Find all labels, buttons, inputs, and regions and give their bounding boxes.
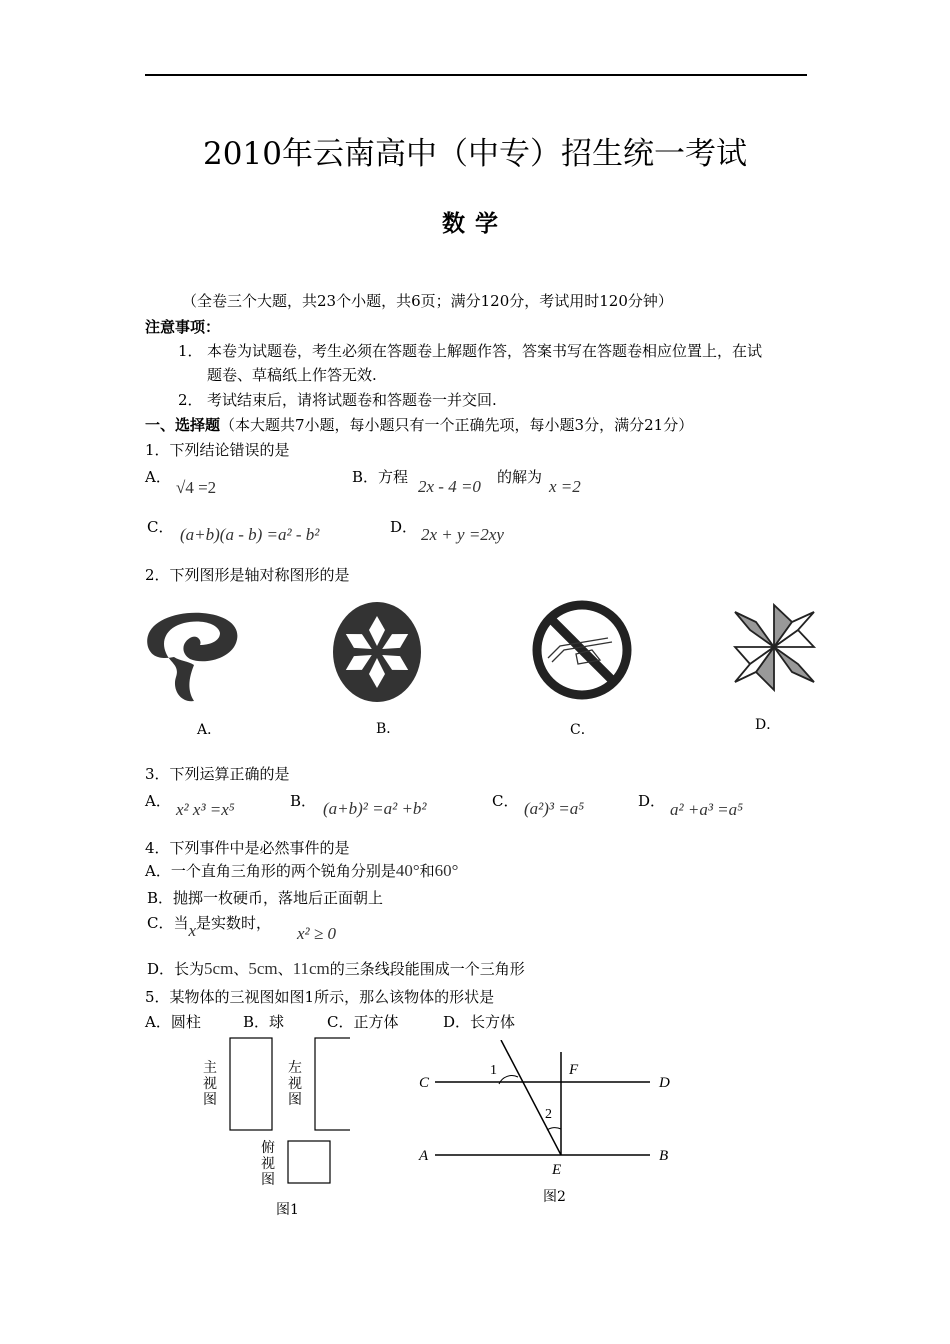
notice-1-line-2: 题卷、草稿纸上作答无效. (207, 366, 377, 384)
q4-option-d-length-1: 5cm (204, 959, 234, 978)
q3-stem: 3．下列运算正确的是 (145, 765, 290, 783)
q4-option-a-text: A．一个直角三角形的两个锐角分别是 (145, 862, 396, 880)
q2-option-d-label: D． (755, 717, 781, 733)
q5-option-b: B．球 (243, 1013, 285, 1031)
q4-option-a-and: 和 (419, 862, 435, 880)
q1-option-d-math: 2x + y =2xy (421, 525, 504, 544)
q3-option-d-label: D． (638, 792, 666, 810)
figure-1-three-views (200, 1035, 350, 1220)
q1-option-b-solution: x =2 (549, 477, 581, 496)
figure-2-label-e: E (552, 1162, 562, 1178)
figure-2-angle-1: 1 (490, 1063, 497, 1078)
q5-option-a: A．圆柱 (145, 1013, 201, 1031)
q4-option-c-variable: x (188, 921, 197, 940)
q1-option-c-label: C． (147, 518, 174, 536)
q2-figure-b-star-in-circle (330, 600, 425, 705)
q4-option-d-length-3: 11cm (292, 959, 330, 978)
q2-stem: 2．下列图形是轴对称图形的是 (145, 566, 350, 584)
q4-option-d (147, 958, 525, 979)
q2-option-c-label: C． (570, 722, 595, 738)
section-1-desc: （本大题共7小题，每小题只有一个正确先项，每小题3分，满分21分） (220, 416, 694, 434)
q4-option-a-angle-1: 40° (395, 861, 420, 880)
q1-option-a-math: √4 =2 (176, 478, 217, 497)
notice-2-text: 考试结束后，请将试题卷和答题卷一并交回. (207, 391, 497, 409)
q5-option-d: D．长方体 (443, 1013, 516, 1031)
q2-option-a-label: A． (197, 722, 222, 738)
q4-option-d-sep-2: 、 (277, 960, 293, 978)
q1-option-a-label: A． (145, 468, 171, 486)
figure-2-label-c: C (419, 1075, 430, 1091)
q4-option-c-text-2: 是实数时， (196, 914, 272, 932)
figure-2-label-b: B (659, 1148, 669, 1164)
q2-figure-d-pinwheel (732, 600, 817, 695)
q4-option-a (145, 860, 458, 881)
exam-subject: 数学 (442, 210, 508, 237)
figure-2-label-a: A (419, 1148, 429, 1164)
q4-option-d-length-2: 5cm (248, 959, 278, 978)
notice-2-number: 2． (178, 391, 203, 409)
figure-1-left-view-label: 左视图 (288, 1060, 302, 1108)
q4-option-c-math: x² ≥ 0 (297, 924, 336, 943)
q5-stem: 5．某物体的三视图如图1所示，那么该物体的形状是 (145, 988, 495, 1006)
exam-title: 2010年云南高中（中专）招生统一考试 (203, 136, 747, 172)
q2-option-b-label: B． (376, 721, 401, 737)
figure-2-label-d: D (659, 1075, 670, 1091)
notice-heading: 注意事项： (145, 318, 221, 336)
q2-figure-a-telecom-logo (140, 605, 250, 705)
figure-1-caption: 图1 (276, 1202, 299, 1218)
q1-stem: 1．下列结论错误的是 (145, 441, 290, 459)
notice-1-line-1: 本卷为试题卷，考生必须在答题卷上解题作答，答案书写在答题卷相应位置上，在试 (207, 342, 763, 360)
q1-option-b-mid: 的解为 (497, 468, 543, 486)
section-1-heading: 一、选择题 (145, 416, 221, 434)
figure-2-caption: 图2 (543, 1189, 566, 1205)
figure-1-front-view-label: 主视图 (203, 1060, 217, 1108)
q4-option-c (147, 912, 272, 940)
q3-option-c-math: (a²)³ =a⁵ (524, 799, 585, 818)
q4-option-d-text-2: 的三条线段能围成一个三角形 (329, 960, 525, 978)
q3-option-a-math: x² x³ =x⁵ (176, 800, 235, 819)
section-1-header (145, 414, 693, 435)
q5-option-c: C．正方体 (327, 1013, 399, 1031)
figure-2-label-f: F (569, 1062, 579, 1078)
q4-option-b: B．抛掷一枚硬币，落地后正面朝上 (147, 889, 384, 907)
q3-option-b-label: B． (290, 792, 317, 810)
q3-option-a-label: A． (145, 792, 171, 810)
q1-option-c-math: (a+b)(a - b) =a² - b² (180, 525, 320, 544)
q3-option-c-label: C． (492, 792, 519, 810)
top-rule (145, 74, 807, 76)
notice-1-number: 1． (178, 342, 203, 360)
q4-option-d-text-1: D．长为 (147, 960, 205, 978)
q3-option-b-math: (a+b)² =a² +b² (323, 799, 427, 818)
q4-stem: 4．下列事件中是必然事件的是 (145, 839, 350, 857)
figure-2-parallel-lines (415, 1040, 695, 1180)
figure-1-top-view-label: 俯视图 (261, 1140, 275, 1188)
q1-option-d-label: D． (390, 518, 418, 536)
q4-option-c-text-1: C．当 (147, 914, 189, 932)
q1-option-b-label: B．方程 (352, 468, 409, 486)
figure-2-angle-2: 2 (545, 1107, 552, 1122)
q4-option-d-sep-1: 、 (233, 960, 249, 978)
q2-figure-c-no-symbol (530, 598, 635, 703)
q1-option-b-equation: 2x - 4 =0 (418, 477, 481, 496)
q3-option-d-math: a² +a³ =a⁵ (670, 800, 744, 819)
q4-option-a-angle-2: 60° (434, 861, 459, 880)
exam-summary: （全卷三个大题，共23个小题，共6页；满分120分，考试用时120分钟） (182, 292, 673, 310)
